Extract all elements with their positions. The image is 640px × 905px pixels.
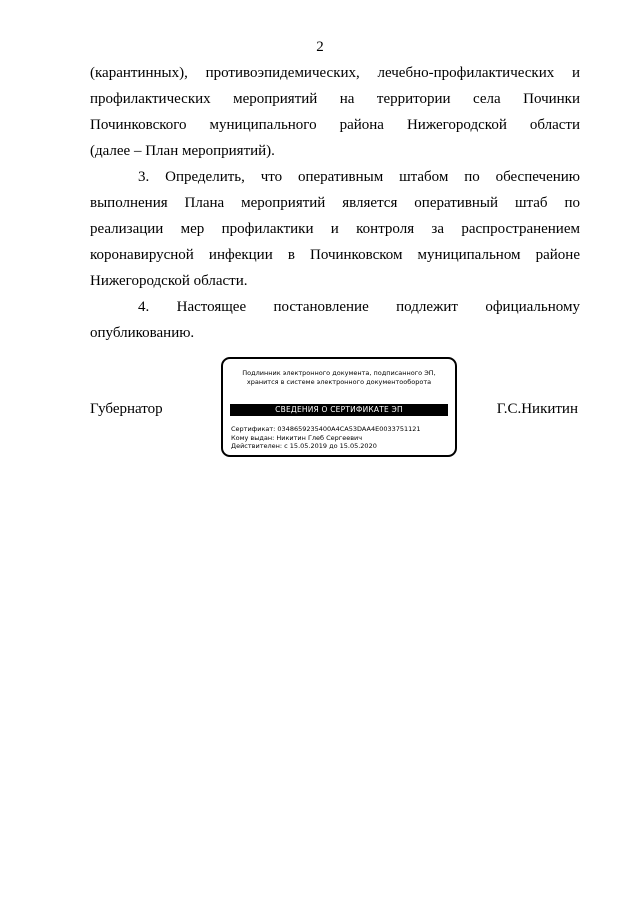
- signature-block: [0, 357, 640, 461]
- text-line: выполнения Плана мероприятий является оперативный штаб по: [90, 195, 580, 211]
- paragraph-item-3: [90, 164, 580, 294]
- stamp-issued-to: Кому выдан: Никитин Глеб Сергеевич: [231, 433, 363, 442]
- stamp-header: [223, 369, 455, 387]
- signatory-name: Г.С.Никитин: [496, 401, 578, 417]
- stamp-validity: Действителен: с 15.05.2019 до 15.05.2020: [231, 442, 377, 450]
- text-line: опубликованию.: [90, 325, 195, 341]
- stamp-certificate-number: Сертификат: 0348659235400A4CA53DAA4E0033751121: [231, 425, 421, 433]
- electronic-signature-stamp: [221, 357, 457, 457]
- signatory-position: Губернатор: [90, 401, 163, 417]
- text-line: (карантинных), противоэпидемических, лечебно-профилактических и: [90, 65, 580, 81]
- text-line: Нижегородской области.: [90, 273, 248, 289]
- stamp-title-bar: СВЕДЕНИЯ О СЕРТИФИКАТЕ ЭП: [230, 404, 448, 416]
- text-line: 3. Определить, что оперативным штабом по обеспечению: [138, 169, 580, 185]
- page-number: 2: [316, 39, 324, 55]
- stamp-header-line: хранится в системе электронного документооборота: [246, 378, 432, 386]
- text-line: реализации мер профилактики и контроля за распространением: [90, 221, 580, 237]
- text-line: 4. Настоящее постановление подлежит официальному: [138, 299, 580, 315]
- text-line: коронавирусной инфекции в Починковском муниципальном районе: [90, 247, 580, 263]
- document-body: [90, 60, 580, 346]
- text-line: Починковского муниципального района Нижегородской области: [90, 117, 580, 133]
- paragraph-item-4: [90, 294, 580, 346]
- text-line: профилактических мероприятий на территории села Починки: [90, 91, 580, 107]
- text-line: (далее – План мероприятий).: [90, 143, 275, 159]
- stamp-certificate-details: [231, 425, 421, 451]
- stamp-header-line: Подлинник электронного документа, подписанного ЭП,: [242, 369, 436, 377]
- paragraph-plan-continuation: [90, 60, 580, 164]
